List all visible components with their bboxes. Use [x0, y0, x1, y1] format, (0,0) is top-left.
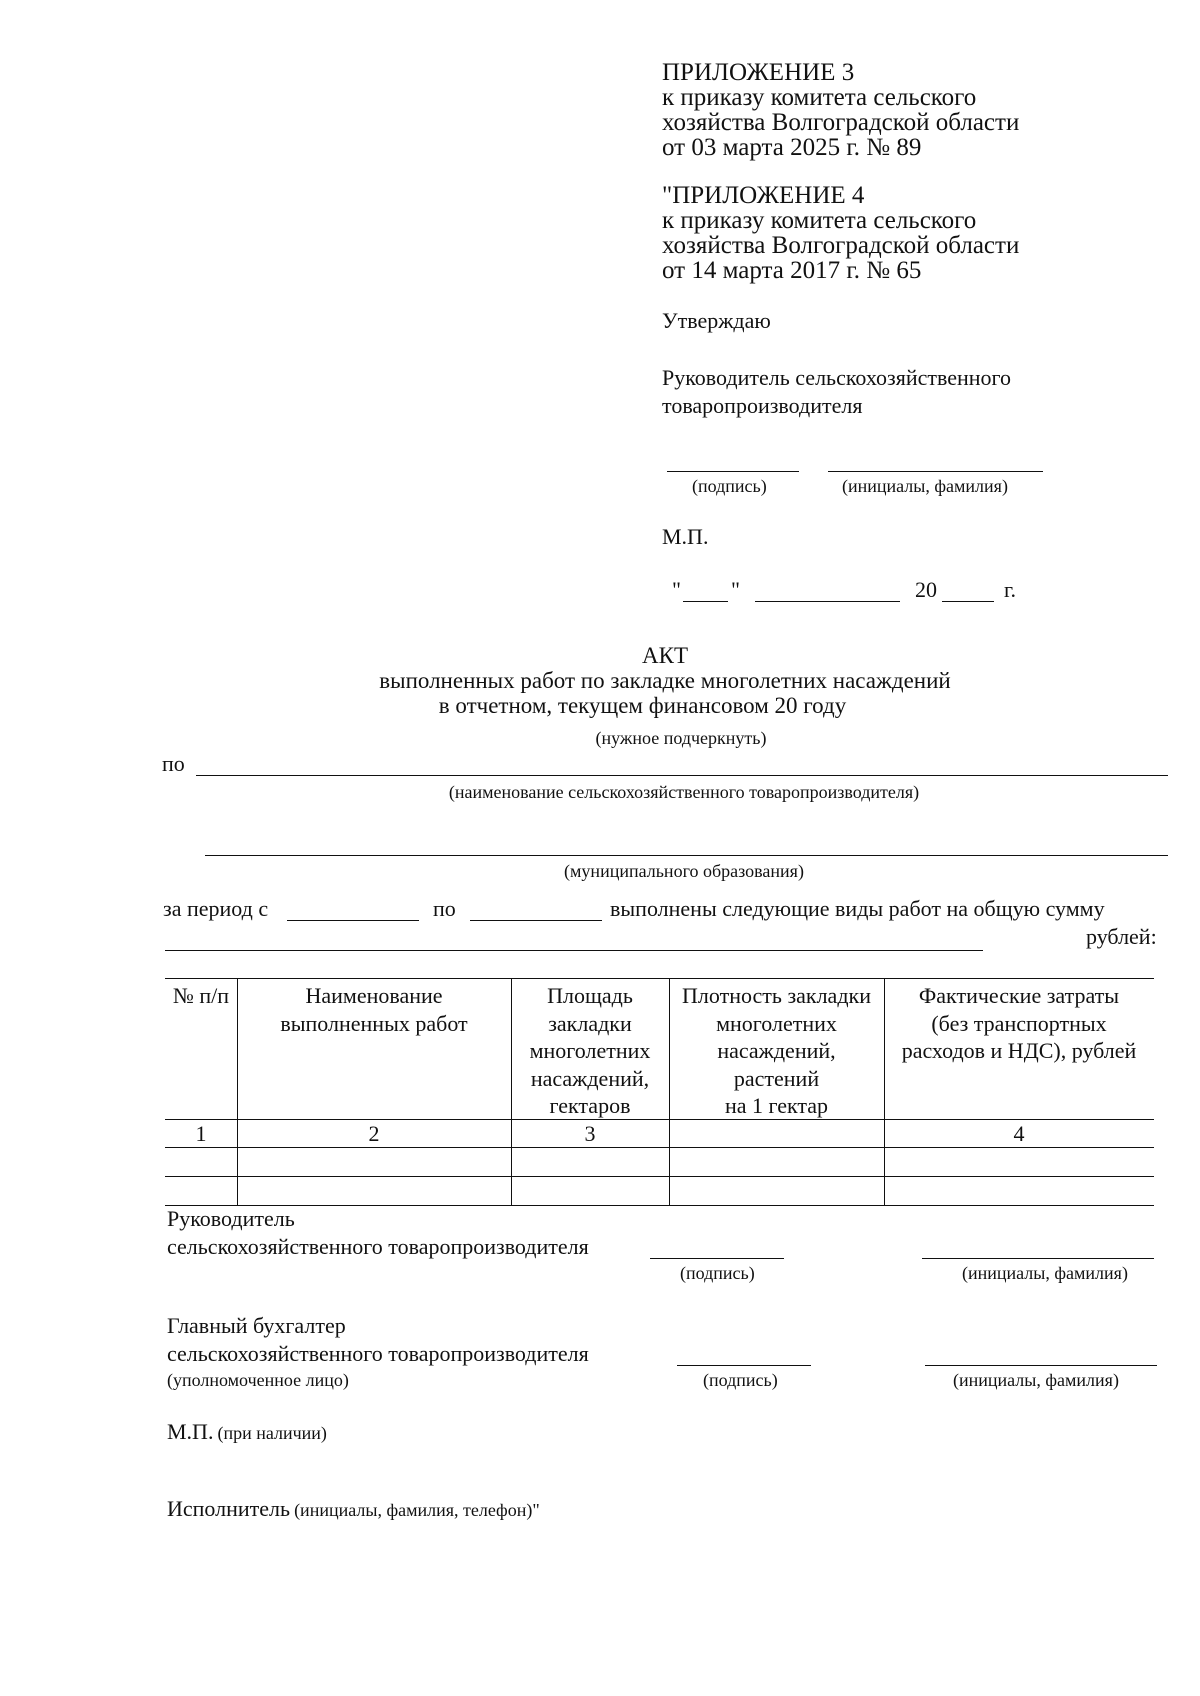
period-rest-text: выполнены следующие виды работ на общую сумму	[610, 896, 1105, 921]
table-row-border	[165, 1176, 1154, 1177]
accountant-signature-caption: (подпись)	[703, 1370, 778, 1390]
table-col-number-4: 4	[1013, 1121, 1025, 1146]
act-subtitle-2: в отчетном, текущем финансовом 20 году	[438, 693, 847, 718]
executor-note: (инициалы, фамилия, телефон)"	[294, 1500, 540, 1520]
municipality-line	[205, 855, 1168, 856]
date-day-line	[683, 601, 728, 602]
table-col-number-2: 2	[368, 1121, 380, 1146]
appendix-4-line-2: хозяйства Волгоградской области	[662, 232, 1020, 259]
table-col-number-3: 3	[584, 1121, 596, 1146]
accountant-name-line	[925, 1365, 1157, 1366]
header-area-line-4: насаждений,	[530, 1065, 650, 1091]
period-to-label: по	[433, 896, 456, 921]
table-header-number	[165, 982, 237, 1010]
appendix-3-line-1: к приказу комитета сельского	[662, 84, 977, 111]
head-signature-line-2: сельскохозяйственного товаропроизводителя	[167, 1234, 589, 1259]
header-work-name-line-1: Наименование	[305, 983, 443, 1008]
producer-line	[196, 775, 1168, 776]
seal-note: (при наличии)	[217, 1423, 327, 1443]
header-costs-line-3: расходов и НДС), рублей	[901, 1038, 1137, 1063]
head-signature-line-1: Руководитель	[167, 1206, 295, 1231]
appendix-3-title: ПРИЛОЖЕНИЕ 3	[662, 59, 855, 86]
approval-seal: М.П.	[662, 524, 709, 549]
header-work-name-line-2: выполненных работ	[280, 1010, 468, 1036]
header-costs-line-2: (без транспортных	[931, 1010, 1107, 1036]
period-to-line	[470, 920, 602, 921]
producer-po-label: по	[162, 751, 185, 776]
header-costs-line-1: Фактические затраты	[918, 983, 1120, 1008]
header-density-line-2: многолетних	[716, 1010, 837, 1036]
amount-line	[165, 950, 983, 951]
appendix-4-line-3: от 14 марта 2017 г. № 65	[662, 257, 922, 284]
table-header-work-name	[237, 982, 511, 1037]
header-area-line-1: Площадь	[547, 983, 633, 1008]
head-name-caption: (инициалы, фамилия)	[962, 1263, 1128, 1283]
accountant-line-1: Главный бухгалтер	[167, 1313, 346, 1338]
head-name-line	[922, 1258, 1154, 1259]
appendix-4-line-1: к приказу комитета сельского	[662, 207, 977, 234]
period-from-label: за период с	[163, 896, 269, 921]
appendix-4-title: "ПРИЛОЖЕНИЕ 4	[662, 182, 865, 209]
header-number-line-1: № п/п	[172, 983, 230, 1008]
header-density-line-4: растений	[733, 1065, 820, 1091]
executor-row	[167, 1497, 540, 1521]
period-from-line	[287, 920, 419, 921]
header-area-line-3: многолетних	[529, 1038, 651, 1063]
approval-head-line-1: Руководитель сельскохозяйственного	[662, 365, 1012, 390]
seal-label: М.П.	[167, 1419, 214, 1444]
rubles-label: рублей:	[1086, 924, 1157, 949]
date-quote-open: "	[672, 577, 681, 602]
accountant-signature-line	[677, 1365, 811, 1366]
approval-signature-line	[667, 471, 799, 472]
act-subtitle-1: выполненных работ по закладке многолетних насаждений	[379, 668, 951, 693]
appendix-3-line-3: от 03 марта 2025 г. № 89	[662, 134, 922, 161]
producer-caption: (наименование сельскохозяйственного товаропроизводителя)	[448, 782, 920, 802]
table-col-number-1: 1	[195, 1121, 207, 1146]
approval-name-caption: (инициалы, фамилия)	[842, 476, 1008, 496]
date-year-prefix: 20	[915, 577, 937, 602]
date-year-suffix: г.	[1004, 577, 1017, 602]
approval-signature-caption: (подпись)	[692, 476, 767, 496]
accountant-name-caption: (инициалы, фамилия)	[953, 1370, 1119, 1390]
header-area-line-5: гектаров	[549, 1093, 631, 1118]
table-header-density	[669, 982, 884, 1120]
seal-row	[167, 1420, 327, 1444]
act-title: АКТ	[642, 643, 688, 668]
head-signature-line	[650, 1258, 784, 1259]
date-quote-close: "	[731, 577, 740, 602]
header-density-line-3: насаждений,	[717, 1038, 836, 1063]
table-top-border	[165, 978, 1154, 979]
header-density-line-5: на 1 гектар	[724, 1093, 829, 1118]
approval-head-line-2: товаропроизводителя	[662, 393, 863, 418]
header-area-line-2: закладки	[548, 1010, 632, 1036]
approve-label: Утверждаю	[662, 308, 771, 333]
municipality-caption: (муниципального образования)	[564, 861, 804, 881]
approval-name-line	[828, 471, 1043, 472]
accountant-line-2: сельскохозяйственного товаропроизводителя	[167, 1341, 589, 1366]
date-month-line	[755, 601, 900, 602]
date-year-line	[942, 601, 994, 602]
appendix-3-line-2: хозяйства Волгоградской области	[662, 109, 1020, 136]
table-bottom-border	[165, 1205, 1154, 1206]
executor-label: Исполнитель	[167, 1496, 291, 1521]
table-header-area	[511, 982, 669, 1120]
table-header-costs	[884, 982, 1154, 1065]
act-note: (нужное подчеркнуть)	[595, 728, 767, 748]
header-density-line-1: Плотность закладки	[682, 983, 871, 1008]
accountant-line-3: (уполномоченное лицо)	[167, 1370, 349, 1390]
head-signature-caption: (подпись)	[680, 1263, 755, 1283]
